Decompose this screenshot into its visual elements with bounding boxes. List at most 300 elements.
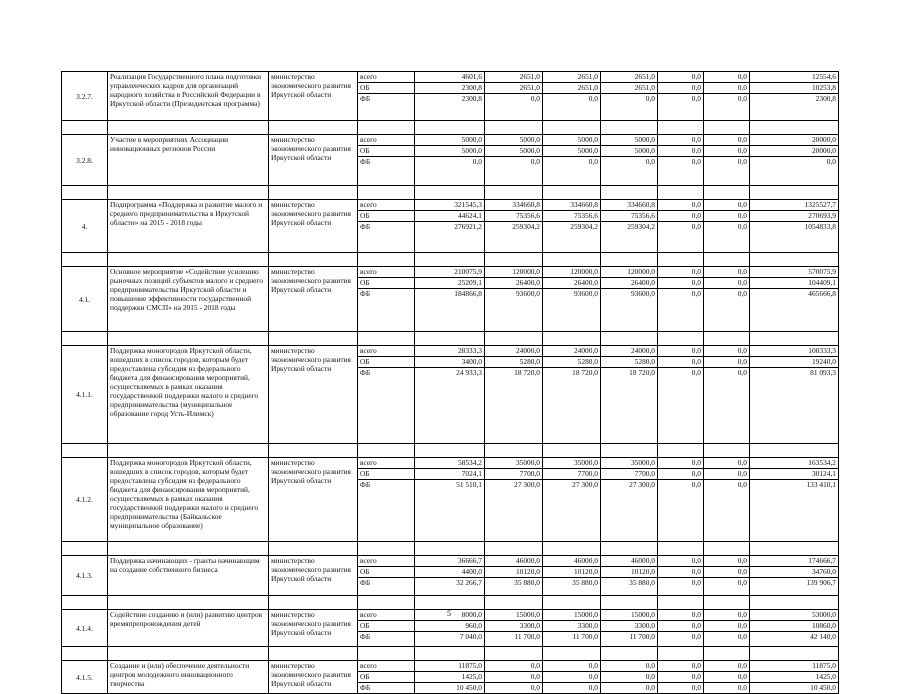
- amount-cell: 0,0: [704, 135, 750, 146]
- blank-cell: [601, 596, 658, 610]
- executor: министерство экономического развития Иркутской области: [269, 267, 358, 332]
- activity-name: Участие в мероприятиях Ассоциации инновационных регионов России: [108, 135, 269, 186]
- blank-cell: [358, 647, 415, 661]
- amount-cell: 0,0: [658, 480, 704, 542]
- blank-cell: [543, 444, 601, 458]
- amount-cell: 2651,0: [485, 72, 543, 83]
- amount-cell: 5000,0: [601, 146, 658, 157]
- blank-cell: [750, 186, 839, 200]
- activity-name: Реализация Государственного плана подготовки управленческих кадров для организаций народного хозяйства в Российской Федерации в Иркутской области (Президентская программа): [108, 72, 269, 121]
- blank-cell: [415, 596, 485, 610]
- funding-source: ФБ: [358, 683, 415, 694]
- amount-cell: 0,0: [658, 346, 704, 357]
- blank-cell: [269, 186, 358, 200]
- blank-cell: [108, 332, 269, 346]
- amount-cell: 0,0: [485, 157, 543, 186]
- page-number: 5: [447, 609, 451, 618]
- amount-cell: 27 300,0: [485, 480, 543, 542]
- amount-cell: 32 266,7: [415, 578, 485, 596]
- amount-cell: 10253,8: [750, 83, 839, 94]
- blank-cell: [485, 542, 543, 556]
- amount-cell: 0,0: [658, 222, 704, 253]
- amount-cell: 5000,0: [485, 146, 543, 157]
- row-number: 4.1.5.: [62, 661, 108, 694]
- amount-cell: 0,0: [704, 146, 750, 157]
- amount-cell: 34760,0: [750, 567, 839, 578]
- amount-cell: 75356,6: [485, 211, 543, 222]
- blank-cell: [269, 121, 358, 135]
- amount-cell: 0,0: [704, 621, 750, 632]
- amount-cell: 11875,0: [750, 661, 839, 672]
- blank-cell: [601, 444, 658, 458]
- funding-source: всего: [358, 610, 415, 621]
- funding-source: всего: [358, 72, 415, 83]
- amount-cell: 3300,0: [543, 621, 601, 632]
- blank-cell: [485, 253, 543, 267]
- amount-cell: 0,0: [704, 632, 750, 647]
- amount-cell: 10120,0: [601, 567, 658, 578]
- amount-cell: 26400,0: [485, 278, 543, 289]
- amount-cell: 334660,8: [543, 200, 601, 211]
- blank-cell: [704, 121, 750, 135]
- amount-cell: 5000,0: [543, 135, 601, 146]
- executor: министерство экономического развития Иркутской области: [269, 458, 358, 542]
- amount-cell: 35000,0: [543, 458, 601, 469]
- amount-cell: 46000,0: [601, 556, 658, 567]
- row-number: 3.2.7.: [62, 72, 108, 121]
- blank-cell: [358, 542, 415, 556]
- amount-cell: 0,0: [704, 346, 750, 357]
- amount-cell: 465666,8: [750, 289, 839, 332]
- blank-cell: [485, 332, 543, 346]
- activity-name: Подпрограмма «Поддержка и развитие малого и среднего предпринимательства в Иркутской области» на 2015 - 2018 годы: [108, 200, 269, 253]
- amount-cell: 120000,0: [543, 267, 601, 278]
- funding-source: ФБ: [358, 480, 415, 542]
- amount-cell: 15000,0: [601, 610, 658, 621]
- funding-source: ОБ: [358, 146, 415, 157]
- amount-cell: 0,0: [750, 157, 839, 186]
- amount-cell: 334660,8: [485, 200, 543, 211]
- amount-cell: 0,0: [658, 72, 704, 83]
- funding-source: ОБ: [358, 469, 415, 480]
- blank-cell: [269, 332, 358, 346]
- amount-cell: 163534,2: [750, 458, 839, 469]
- amount-cell: 5000,0: [415, 146, 485, 157]
- amount-cell: 133 410,1: [750, 480, 839, 542]
- blank-cell: [485, 647, 543, 661]
- amount-cell: 10120,0: [543, 567, 601, 578]
- amount-cell: 0,0: [658, 267, 704, 278]
- amount-cell: 0,0: [658, 621, 704, 632]
- blank-cell: [62, 542, 108, 556]
- amount-cell: 139 906,7: [750, 578, 839, 596]
- blank-cell: [485, 186, 543, 200]
- funding-source: всего: [358, 135, 415, 146]
- blank-cell: [601, 332, 658, 346]
- blank-cell: [658, 186, 704, 200]
- amount-cell: 24000,0: [601, 346, 658, 357]
- amount-cell: 35 880,0: [485, 578, 543, 596]
- activity-name: Содействие созданию и (или) развитию центров времяпрепровождения детей: [108, 610, 269, 647]
- blank-cell: [704, 647, 750, 661]
- amount-cell: 100333,3: [750, 346, 839, 357]
- amount-cell: 0,0: [658, 83, 704, 94]
- blank-cell: [543, 253, 601, 267]
- funding-source: ФБ: [358, 157, 415, 186]
- blank-cell: [658, 647, 704, 661]
- blank-cell: [358, 596, 415, 610]
- amount-cell: 0,0: [485, 661, 543, 672]
- blank-cell: [108, 253, 269, 267]
- blank-cell: [750, 444, 839, 458]
- spacer-row: [62, 253, 839, 267]
- table-row: [62, 661, 839, 672]
- table-row: [62, 556, 839, 567]
- amount-cell: 259304,2: [543, 222, 601, 253]
- blank-cell: [704, 186, 750, 200]
- amount-cell: 174666,7: [750, 556, 839, 567]
- amount-cell: 26400,0: [601, 278, 658, 289]
- blank-cell: [543, 647, 601, 661]
- executor: министерство экономического развития Иркутской области: [269, 610, 358, 647]
- blank-cell: [543, 121, 601, 135]
- table-row: [62, 346, 839, 357]
- amount-cell: 58534,2: [415, 458, 485, 469]
- amount-cell: 93600,0: [485, 289, 543, 332]
- amount-cell: 5000,0: [601, 135, 658, 146]
- amount-cell: 4400,0: [415, 567, 485, 578]
- amount-cell: 35 880,0: [601, 578, 658, 596]
- blank-cell: [601, 186, 658, 200]
- blank-cell: [415, 253, 485, 267]
- amount-cell: 0,0: [704, 157, 750, 186]
- amount-cell: 53000,0: [750, 610, 839, 621]
- amount-cell: 0,0: [658, 278, 704, 289]
- amount-cell: 0,0: [485, 94, 543, 121]
- blank-cell: [415, 332, 485, 346]
- amount-cell: 120000,0: [601, 267, 658, 278]
- blank-cell: [62, 647, 108, 661]
- blank-cell: [358, 186, 415, 200]
- row-number: 3.2.8.: [62, 135, 108, 186]
- amount-cell: 270693,9: [750, 211, 839, 222]
- amount-cell: 334660,8: [601, 200, 658, 211]
- amount-cell: 0,0: [658, 578, 704, 596]
- blank-cell: [62, 186, 108, 200]
- blank-cell: [62, 332, 108, 346]
- funding-source: ОБ: [358, 621, 415, 632]
- executor: министерство экономического развития Иркутской области: [269, 661, 358, 694]
- amount-cell: 0,0: [704, 567, 750, 578]
- amount-cell: 3300,0: [601, 621, 658, 632]
- amount-cell: 0,0: [704, 289, 750, 332]
- spacer-row: [62, 121, 839, 135]
- amount-cell: 0,0: [704, 94, 750, 121]
- blank-cell: [658, 596, 704, 610]
- budget-table-body: [62, 72, 839, 694]
- amount-cell: 0,0: [601, 94, 658, 121]
- activity-name: Поддержка моногородов Иркутской области, вошедших в список городов, которым будет предоставлена субсидия из федерального бюджета для финансирования мероприятий, осуществляемых в рамках оказания государственной поддержки малого и среднего предпринимательства (муниципальное образование город Усть-Илимск): [108, 346, 269, 444]
- amount-cell: 93600,0: [543, 289, 601, 332]
- funding-source: всего: [358, 346, 415, 357]
- blank-cell: [704, 253, 750, 267]
- amount-cell: 5000,0: [415, 135, 485, 146]
- table-row: [62, 267, 839, 278]
- blank-cell: [415, 647, 485, 661]
- amount-cell: 0,0: [658, 200, 704, 211]
- amount-cell: 0,0: [658, 556, 704, 567]
- amount-cell: 0,0: [658, 458, 704, 469]
- amount-cell: 0,0: [658, 211, 704, 222]
- blank-cell: [108, 647, 269, 661]
- amount-cell: 11 700,0: [543, 632, 601, 647]
- amount-cell: 0,0: [601, 157, 658, 186]
- blank-cell: [750, 253, 839, 267]
- amount-cell: 0,0: [658, 610, 704, 621]
- executor: министерство экономического развития Иркутской области: [269, 346, 358, 444]
- amount-cell: 51 510,1: [415, 480, 485, 542]
- blank-cell: [658, 332, 704, 346]
- blank-cell: [750, 121, 839, 135]
- amount-cell: 75356,6: [601, 211, 658, 222]
- blank-cell: [658, 444, 704, 458]
- amount-cell: 18 720,0: [601, 368, 658, 444]
- funding-source: ОБ: [358, 567, 415, 578]
- amount-cell: 2651,0: [543, 72, 601, 83]
- amount-cell: 24000,0: [485, 346, 543, 357]
- spacer-row: [62, 647, 839, 661]
- amount-cell: 10 450,0: [750, 683, 839, 694]
- amount-cell: 0,0: [658, 94, 704, 121]
- amount-cell: 44624,1: [415, 211, 485, 222]
- amount-cell: 0,0: [704, 469, 750, 480]
- blank-cell: [358, 332, 415, 346]
- blank-cell: [415, 121, 485, 135]
- blank-cell: [108, 121, 269, 135]
- amount-cell: 0,0: [658, 146, 704, 157]
- amount-cell: 27 300,0: [543, 480, 601, 542]
- amount-cell: 0,0: [704, 267, 750, 278]
- funding-source: всего: [358, 556, 415, 567]
- row-number: 4.1.1.: [62, 346, 108, 444]
- amount-cell: 35 880,0: [543, 578, 601, 596]
- amount-cell: 1425,0: [750, 672, 839, 683]
- activity-name: Создание и (или) обеспечение деятельности центров молодежного инновационного творчества: [108, 661, 269, 694]
- amount-cell: 3400,0: [415, 357, 485, 368]
- amount-cell: 26400,0: [543, 278, 601, 289]
- amount-cell: 0,0: [658, 469, 704, 480]
- table-row: [62, 135, 839, 146]
- funding-source: ФБ: [358, 222, 415, 253]
- amount-cell: 4601,6: [415, 72, 485, 83]
- amount-cell: 0,0: [658, 632, 704, 647]
- activity-name: Основное мероприятие «Содействие усилению рыночных позиций субъектов малого и среднего предпринимательства Иркутской области и повышение эффективности государственной поддержки СМСП» на 2015 - 2018 годы: [108, 267, 269, 332]
- amount-cell: 0,0: [704, 661, 750, 672]
- amount-cell: 28333,3: [415, 346, 485, 357]
- amount-cell: 5280,0: [601, 357, 658, 368]
- amount-cell: 7700,0: [601, 469, 658, 480]
- blank-cell: [750, 332, 839, 346]
- amount-cell: 11 700,0: [485, 632, 543, 647]
- amount-cell: 2651,0: [543, 83, 601, 94]
- blank-cell: [358, 253, 415, 267]
- blank-cell: [704, 332, 750, 346]
- amount-cell: 259304,2: [485, 222, 543, 253]
- blank-cell: [543, 332, 601, 346]
- amount-cell: 11 700,0: [601, 632, 658, 647]
- amount-cell: 960,0: [415, 621, 485, 632]
- blank-cell: [658, 542, 704, 556]
- amount-cell: 276921,2: [415, 222, 485, 253]
- amount-cell: 0,0: [704, 211, 750, 222]
- blank-cell: [601, 647, 658, 661]
- blank-cell: [485, 121, 543, 135]
- amount-cell: 0,0: [704, 368, 750, 444]
- amount-cell: 7700,0: [485, 469, 543, 480]
- amount-cell: 0,0: [658, 135, 704, 146]
- row-number: 4.1.4.: [62, 610, 108, 647]
- amount-cell: 2651,0: [601, 72, 658, 83]
- amount-cell: 321545,3: [415, 200, 485, 211]
- amount-cell: 0,0: [704, 458, 750, 469]
- amount-cell: 27 300,0: [601, 480, 658, 542]
- amount-cell: 30124,1: [750, 469, 839, 480]
- executor: министерство экономического развития Иркутской области: [269, 72, 358, 121]
- funding-source: ОБ: [358, 357, 415, 368]
- amount-cell: 11875,0: [415, 661, 485, 672]
- row-number: 4.: [62, 200, 108, 253]
- amount-cell: 0,0: [704, 83, 750, 94]
- amount-cell: 0,0: [704, 683, 750, 694]
- amount-cell: 0,0: [543, 94, 601, 121]
- blank-cell: [658, 121, 704, 135]
- budget-table: [61, 71, 839, 694]
- activity-name: Поддержка начинающих - гранты начинающим на создание собственного бизнеса: [108, 556, 269, 596]
- blank-cell: [485, 444, 543, 458]
- blank-cell: [108, 542, 269, 556]
- funding-source: ОБ: [358, 278, 415, 289]
- blank-cell: [358, 121, 415, 135]
- blank-cell: [543, 596, 601, 610]
- amount-cell: 12554,6: [750, 72, 839, 83]
- blank-cell: [601, 542, 658, 556]
- blank-cell: [108, 186, 269, 200]
- amount-cell: 81 093,3: [750, 368, 839, 444]
- blank-cell: [62, 444, 108, 458]
- blank-cell: [750, 596, 839, 610]
- amount-cell: 2651,0: [485, 83, 543, 94]
- blank-cell: [601, 121, 658, 135]
- executor: министерство экономического развития Иркутской области: [269, 200, 358, 253]
- amount-cell: 0,0: [704, 222, 750, 253]
- funding-source: ФБ: [358, 289, 415, 332]
- amount-cell: 5280,0: [543, 357, 601, 368]
- blank-cell: [658, 253, 704, 267]
- blank-cell: [704, 444, 750, 458]
- amount-cell: 0,0: [704, 200, 750, 211]
- funding-source: ОБ: [358, 211, 415, 222]
- amount-cell: 10 450,0: [415, 683, 485, 694]
- blank-cell: [62, 121, 108, 135]
- blank-cell: [62, 596, 108, 610]
- blank-cell: [750, 647, 839, 661]
- funding-source: всего: [358, 458, 415, 469]
- blank-cell: [269, 253, 358, 267]
- blank-cell: [601, 253, 658, 267]
- amount-cell: 46000,0: [485, 556, 543, 567]
- amount-cell: 0,0: [704, 278, 750, 289]
- amount-cell: 0,0: [704, 480, 750, 542]
- amount-cell: 1425,0: [415, 672, 485, 683]
- blank-cell: [108, 596, 269, 610]
- amount-cell: 18 720,0: [485, 368, 543, 444]
- spacer-row: [62, 444, 839, 458]
- amount-cell: 0,0: [601, 661, 658, 672]
- row-number: 4.1.2.: [62, 458, 108, 542]
- amount-cell: 42 140,0: [750, 632, 839, 647]
- amount-cell: 210075,9: [415, 267, 485, 278]
- amount-cell: 0,0: [543, 672, 601, 683]
- blank-cell: [704, 596, 750, 610]
- blank-cell: [704, 542, 750, 556]
- amount-cell: 3300,0: [485, 621, 543, 632]
- amount-cell: 0,0: [485, 683, 543, 694]
- funding-source: ФБ: [358, 94, 415, 121]
- spacer-row: [62, 186, 839, 200]
- blank-cell: [750, 542, 839, 556]
- amount-cell: 0,0: [658, 661, 704, 672]
- table-row: [62, 458, 839, 469]
- amount-cell: 0,0: [704, 672, 750, 683]
- amount-cell: 5000,0: [485, 135, 543, 146]
- amount-cell: 18 720,0: [543, 368, 601, 444]
- amount-cell: 24000,0: [543, 346, 601, 357]
- amount-cell: 15000,0: [485, 610, 543, 621]
- amount-cell: 0,0: [658, 157, 704, 186]
- spacer-row: [62, 542, 839, 556]
- blank-cell: [415, 444, 485, 458]
- amount-cell: 0,0: [658, 683, 704, 694]
- table-row: [62, 72, 839, 83]
- executor: министерство экономического развития Иркутской области: [269, 556, 358, 596]
- amount-cell: 184866,8: [415, 289, 485, 332]
- funding-source: ОБ: [358, 83, 415, 94]
- amount-cell: 20000,0: [750, 146, 839, 157]
- amount-cell: 0,0: [658, 357, 704, 368]
- amount-cell: 0,0: [658, 368, 704, 444]
- blank-cell: [269, 647, 358, 661]
- amount-cell: 75356,6: [543, 211, 601, 222]
- amount-cell: 35000,0: [601, 458, 658, 469]
- amount-cell: 93600,0: [601, 289, 658, 332]
- amount-cell: 0,0: [543, 683, 601, 694]
- amount-cell: 10860,0: [750, 621, 839, 632]
- amount-cell: 24 933,3: [415, 368, 485, 444]
- blank-cell: [485, 596, 543, 610]
- amount-cell: 120000,0: [485, 267, 543, 278]
- amount-cell: 5000,0: [543, 146, 601, 157]
- amount-cell: 7700,0: [543, 469, 601, 480]
- activity-name: Поддержка моногородов Иркутской области, вошедших в список городов, которым будет предоставлена субсидия из федерального бюджета для финансирования мероприятий, осуществляемых в рамках оказания государственной поддержки малого и среднего предпринимательства (Байкальское муниципальное образование): [108, 458, 269, 542]
- amount-cell: 0,0: [658, 567, 704, 578]
- row-number: 4.1.3.: [62, 556, 108, 596]
- amount-cell: 36666,7: [415, 556, 485, 567]
- amount-cell: 0,0: [543, 661, 601, 672]
- amount-cell: 20000,0: [750, 135, 839, 146]
- spacer-row: [62, 596, 839, 610]
- amount-cell: 1054833,8: [750, 222, 839, 253]
- blank-cell: [62, 253, 108, 267]
